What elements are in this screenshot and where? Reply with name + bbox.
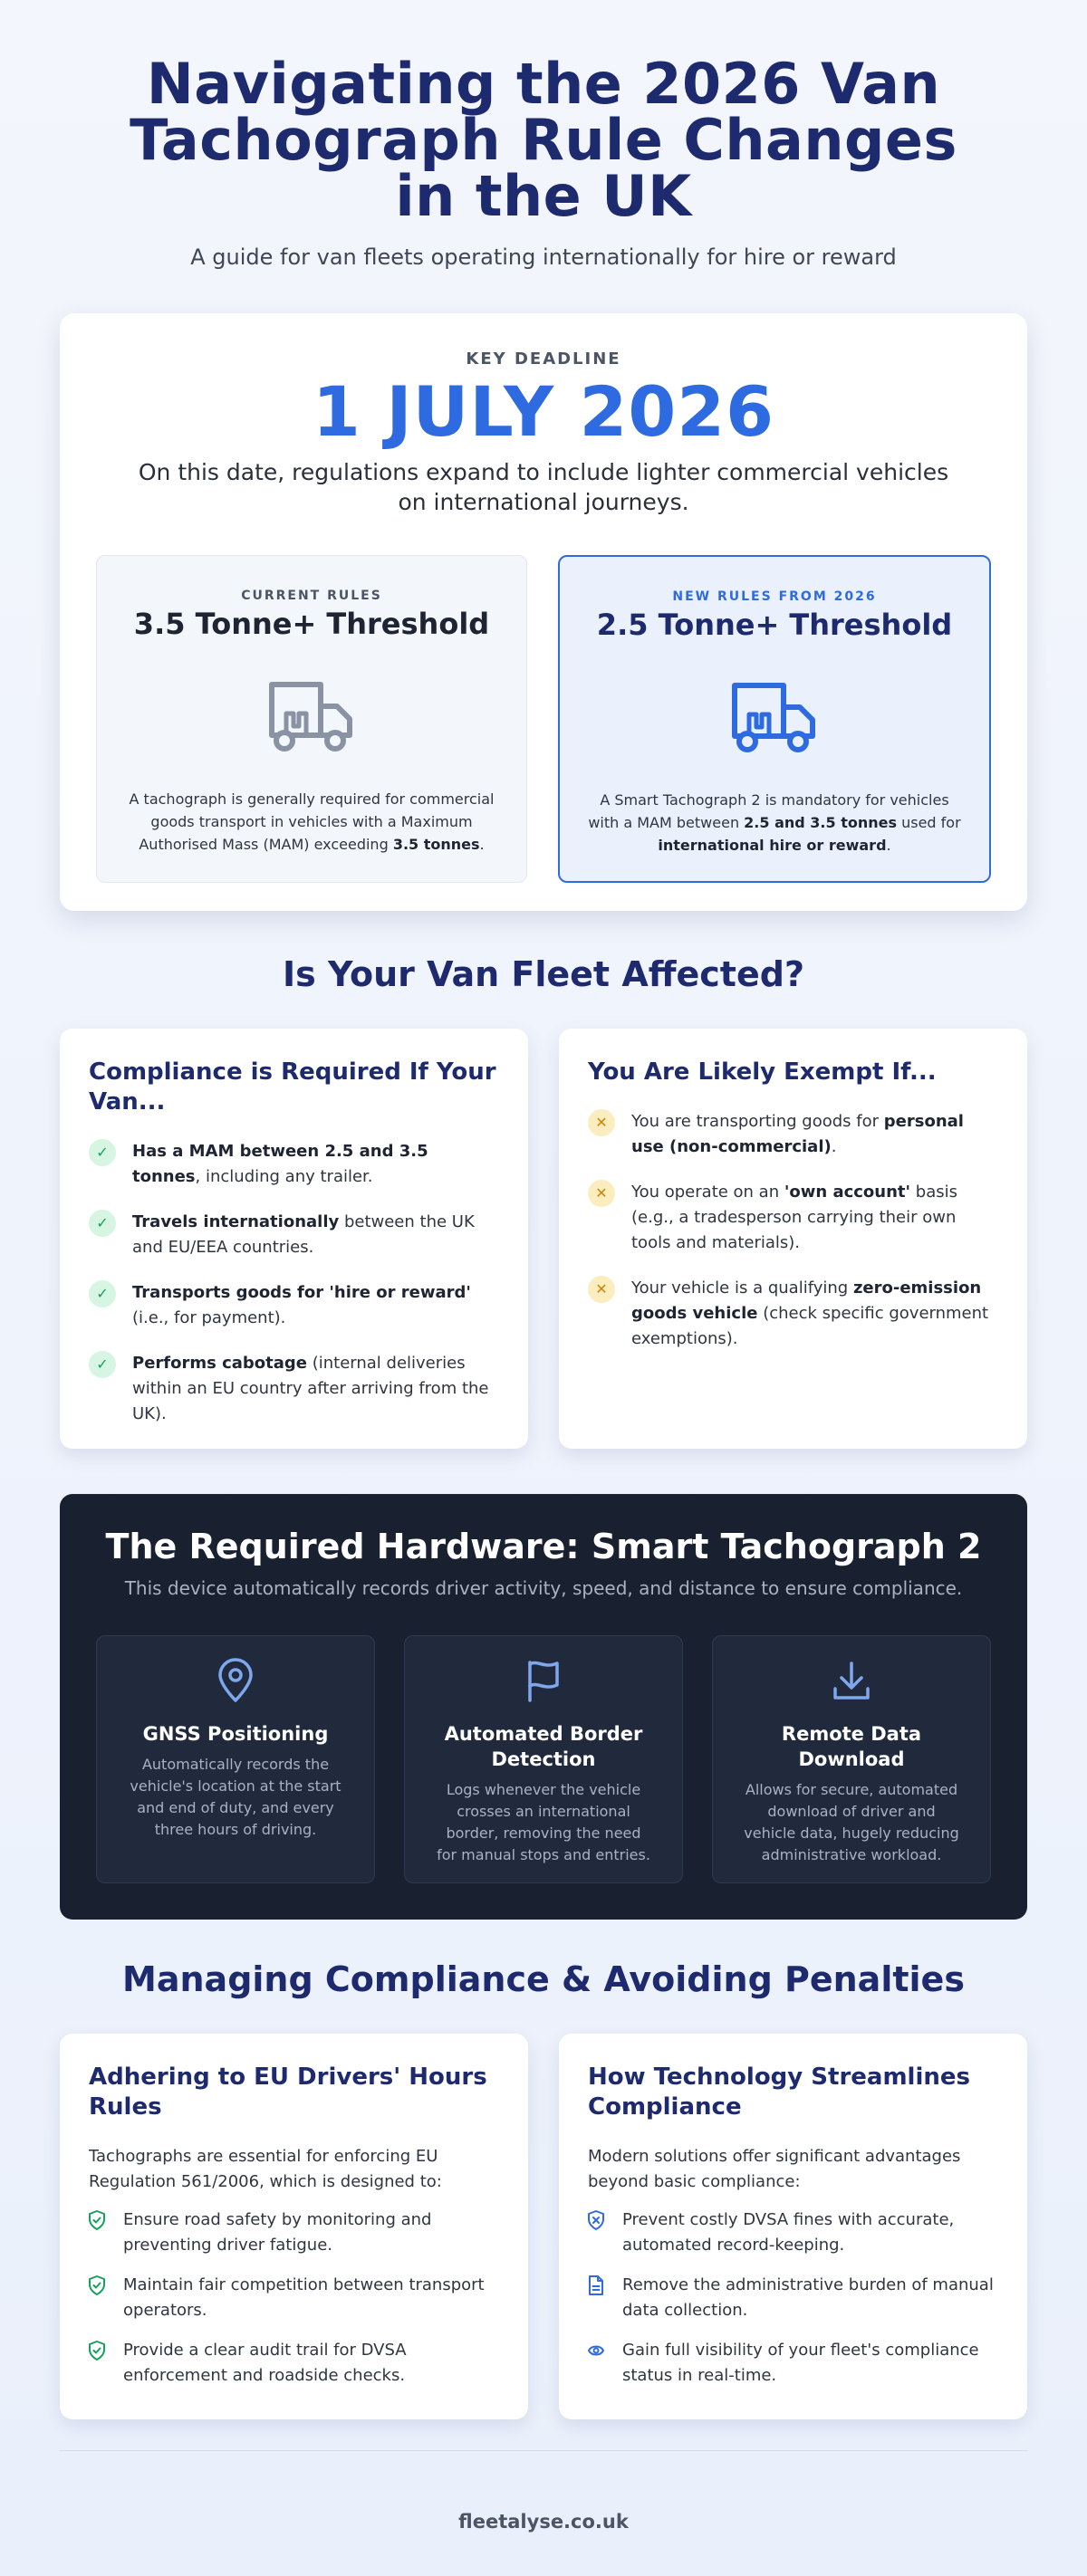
required-list <box>89 1139 499 1427</box>
page-subtitle: A guide for van fleets operating internationally for hire or reward <box>190 244 897 270</box>
x-icon: ✕ <box>588 1180 615 1207</box>
feature-text: Automatically records the vehicle's location at the start and end of duty, and every three hours of driving. <box>130 1756 341 1838</box>
current-rules-box <box>96 555 527 883</box>
download-icon <box>831 1658 872 1703</box>
shield-check-icon <box>89 2341 105 2361</box>
deadline-description: On this date, regulations expand to include lighter commercial vehicles on international journeys. <box>138 459 949 515</box>
footer-site: fleetalyse.co.uk <box>458 2511 629 2533</box>
footer-divider <box>60 2450 1027 2451</box>
list-item: Ensure road safety by monitoring and preventing driver fatigue. <box>89 2207 499 2258</box>
list-item: ✓ Travels internationally between the UK and EU/EEA countries. <box>89 1210 499 1260</box>
feature-text: Logs whenever the vehicle crosses an international border, removing the need for manual stops and entries. <box>437 1781 650 1863</box>
technology-title: How Technology Streamlines Compliance <box>588 2064 970 2121</box>
deadline-date: 1 JULY 2026 <box>313 371 774 452</box>
new-rules-title: 2.5 Tonne+ Threshold <box>596 608 953 642</box>
list-item: Maintain fair competition between transport operators. <box>89 2273 499 2323</box>
shield-check-icon <box>89 2275 105 2295</box>
drivers-hours-title: Adhering to EU Drivers' Hours Rules <box>89 2064 487 2121</box>
list-item: ✓ Has a MAM between 2.5 and 3.5 tonnes, including any trailer. <box>89 1139 499 1190</box>
drivers-hours-lead: Tachographs are essential for enforcing EU Regulation 561/2006, which is designed to: <box>89 2147 442 2191</box>
compliance-heading: Managing Compliance & Avoiding Penalties <box>122 1959 965 1999</box>
exempt-title: You Are Likely Exempt If... <box>588 1058 937 1086</box>
list-item: Gain full visibility of your fleet's compliance status in real-time. <box>588 2338 998 2389</box>
rules-comparison <box>96 555 991 883</box>
list-item: Provide a clear audit trail for DVSA enforcement and roadside checks. <box>89 2338 499 2389</box>
affected-heading: Is Your Van Fleet Affected? <box>283 954 804 994</box>
new-rules-text: A Smart Tachograph 2 is mandatory for vehicles with a MAM between 2.5 and 3.5 tonnes used for international hire or reward. <box>588 791 961 854</box>
truck-icon <box>266 679 357 753</box>
hardware-features <box>96 1635 991 1883</box>
current-rules-title: 3.5 Tonne+ Threshold <box>133 607 490 641</box>
new-rules-tag: NEW RULES FROM 2026 <box>672 589 877 604</box>
drivers-hours-card <box>60 2034 528 2419</box>
list-item: ✓ Performs cabotage (internal deliveries within an EU country after arriving from the UK). <box>89 1351 499 1427</box>
check-icon: ✓ <box>89 1280 116 1307</box>
technology-list <box>588 2207 998 2389</box>
compliance-columns <box>60 2034 1027 2419</box>
required-title: Compliance is Required If Your Van... <box>89 1058 496 1116</box>
hardware-subtitle: This device automatically records driver activity, speed, and distance to ensure compliance. <box>124 1577 963 1599</box>
shield-x-icon <box>588 2210 604 2230</box>
feature-text: Allows for secure, automated download of driver and vehicle data, hugely reducing administrative workload. <box>744 1781 959 1863</box>
drivers-hours-list <box>89 2207 499 2389</box>
check-icon: ✓ <box>89 1139 116 1166</box>
list-item: ✓ Transports goods for 'hire or reward' (i.e., for payment). <box>89 1280 499 1331</box>
feature-title: Remote Data Download <box>781 1723 922 1770</box>
hardware-section <box>60 1494 1027 1920</box>
deadline-eyebrow: KEY DEADLINE <box>466 350 621 369</box>
new-rules-box <box>558 555 991 883</box>
hardware-title: The Required Hardware: Smart Tachograph 2 <box>105 1527 982 1566</box>
x-icon: ✕ <box>588 1109 615 1136</box>
affected-columns <box>60 1029 1027 1449</box>
list-item: Remove the administrative burden of manual data collection. <box>588 2273 998 2323</box>
shield-check-icon <box>89 2210 105 2230</box>
list-item: ✕ Your vehicle is a qualifying zero-emission goods vehicle (check specific government exemptions). <box>588 1276 998 1352</box>
list-item: ✕ You operate on an 'own account' basis (e.g., a tradesperson carrying their own tools and materials). <box>588 1180 998 1256</box>
exempt-card <box>559 1029 1027 1449</box>
technology-lead: Modern solutions offer significant advantages beyond basic compliance: <box>588 2147 961 2191</box>
feature-card-gnss <box>96 1635 375 1883</box>
list-item: Prevent costly DVSA fines with accurate, automated record-keeping. <box>588 2207 998 2258</box>
map-pin-icon <box>215 1658 256 1703</box>
check-icon: ✓ <box>89 1210 116 1237</box>
technology-card <box>559 2034 1027 2419</box>
check-icon: ✓ <box>89 1351 116 1378</box>
list-item: ✕ You are transporting goods for personal use (non-commercial). <box>588 1109 998 1160</box>
key-deadline-card <box>60 313 1027 911</box>
current-rules-tag: CURRENT RULES <box>241 589 382 603</box>
document-icon <box>588 2275 604 2295</box>
eye-icon <box>588 2341 604 2361</box>
truck-icon <box>729 680 820 754</box>
feature-card-download <box>712 1635 991 1883</box>
page-title: Navigating the 2026 Van Tachograph Rule Changes in the UK <box>130 51 957 229</box>
x-icon: ✕ <box>588 1276 615 1303</box>
required-card <box>60 1029 528 1449</box>
feature-title: GNSS Positioning <box>142 1723 329 1745</box>
hero-header <box>60 0 1027 270</box>
current-rules-text: A tachograph is generally required for commercial goods transport in vehicles with a Maximum Authorised Mass (MAM) exceeding 3.5 tonnes. <box>129 790 495 853</box>
feature-title: Automated Border Detection <box>444 1723 643 1770</box>
exempt-list <box>588 1109 998 1352</box>
feature-card-border <box>404 1635 683 1883</box>
flag-icon <box>523 1658 564 1703</box>
